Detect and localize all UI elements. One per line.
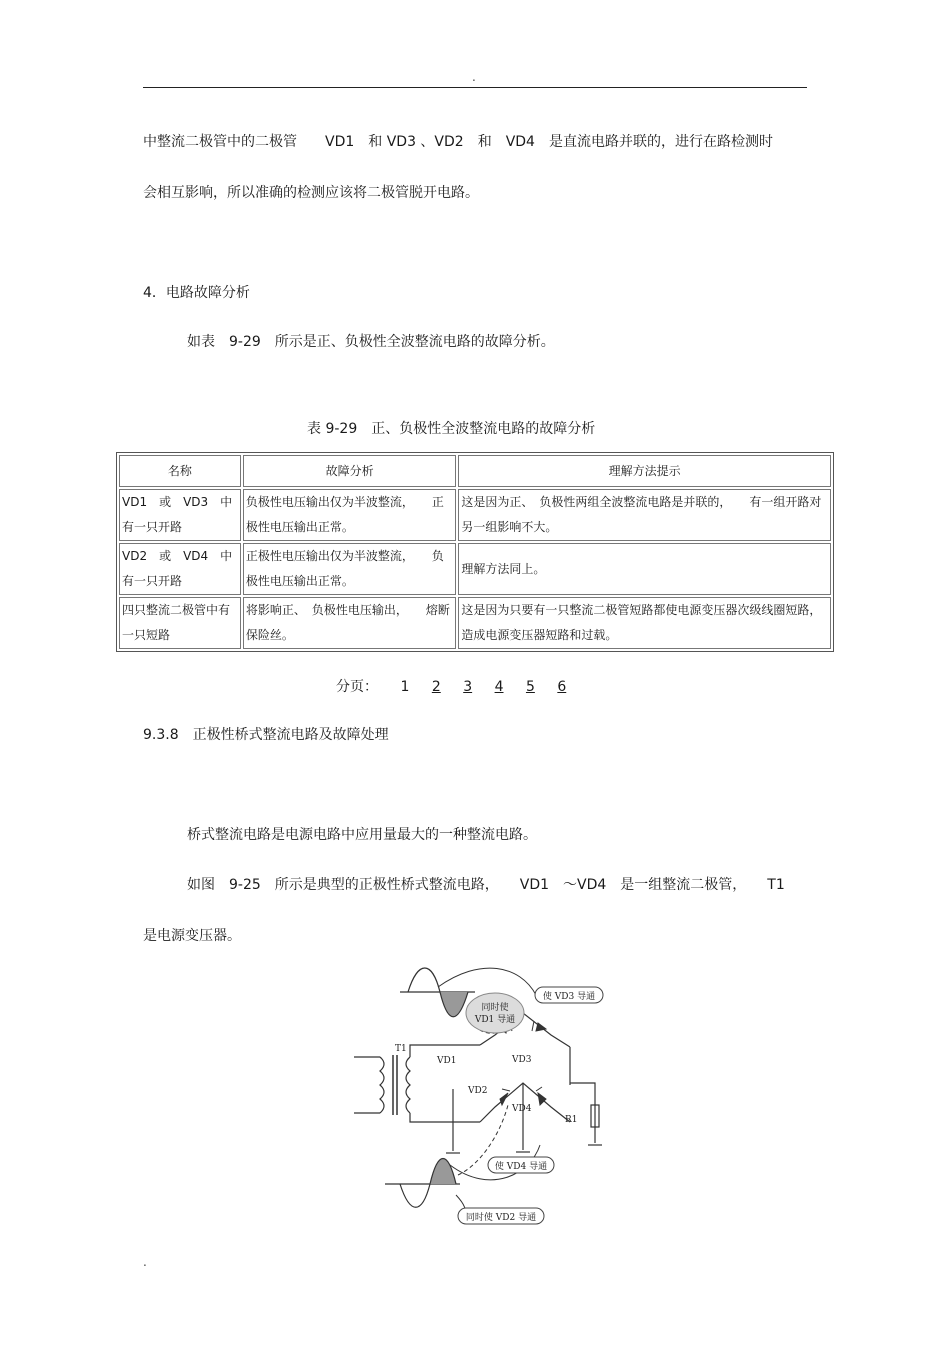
- table-header-row: [119, 455, 831, 487]
- table-row: [119, 597, 831, 649]
- table-cell: 四只整流二极管中有一只短路: [119, 597, 241, 649]
- secondary-lead-bottom: [410, 1113, 480, 1122]
- header-cell-name: 名称: [119, 455, 241, 487]
- bridge-lower: [480, 1083, 570, 1122]
- table-row: [119, 543, 831, 595]
- note-vd4-text: 使 VD4 导通: [494, 1162, 548, 1172]
- note-vd3-text: 使 VD3 导通: [542, 992, 596, 1002]
- footer-dot: .: [143, 1255, 147, 1269]
- top-waveform-positive-half: [408, 968, 440, 992]
- table-caption: 表 9-29 正、负极性全波整流电路的故障分析: [307, 421, 596, 437]
- diode-vd3-symbol: [536, 1023, 546, 1031]
- cloud-note-background: [466, 993, 524, 1033]
- section-heading: 9.3.8 正极性桥式整流电路及故障处理: [143, 727, 389, 743]
- pagination-link-page-3[interactable]: 3: [463, 679, 473, 695]
- top-waveform-negative-half: [440, 992, 468, 1017]
- cloud-note-line2: VD1 导通: [474, 1015, 516, 1025]
- bridge-rectifier-diagram: [340, 965, 630, 1235]
- transformer-secondary-coil: [406, 1057, 410, 1113]
- label-vd1: VD1: [437, 1056, 457, 1066]
- transformer-primary-coil: [380, 1057, 384, 1113]
- table-cell: VD2 或 VD4 中有一只开路: [119, 543, 241, 595]
- header-cell-analysis: 故障分析: [243, 455, 457, 487]
- diode-vd3-bar: [532, 1021, 534, 1031]
- arrow-to-vd3-note: [438, 968, 536, 995]
- header-cell-hint: 理解方法提示: [458, 455, 831, 487]
- section-heading: 4．电路故障分析: [143, 285, 250, 301]
- section-intro: 如表 9-29 所示是正、负极性全波整流电路的故障分析。: [187, 334, 555, 350]
- body-paragraph-line: 会相互影响，所以准确的检测应该将二极管脱开电路。: [143, 185, 479, 201]
- table-cell: 理解方法同上。: [458, 543, 831, 595]
- body-paragraph-line: 中整流二极管中的二极管 VD1 和 VD3 、VD2 和 VD4 是直流电路并联的，进行在路检测时: [143, 134, 773, 150]
- diode-vd4-symbol: [538, 1093, 546, 1105]
- table-cell: VD1 或 VD3 中有一只开路: [119, 489, 241, 541]
- cloud-note-line1: 同时使: [481, 1003, 509, 1013]
- header-rule: [143, 87, 807, 88]
- pagination-link-page-5[interactable]: 5: [525, 679, 535, 695]
- pagination-link-page-6[interactable]: 6: [557, 679, 567, 695]
- fault-analysis-table: [116, 452, 834, 652]
- label-vd4: VD4: [512, 1104, 532, 1114]
- bottom-waveform-negative-half: [400, 1184, 430, 1207]
- table-cell: 正极性电压输出仅为半波整流， 负极性电压输出正常。: [243, 543, 457, 595]
- diode-vd4-bar: [536, 1087, 542, 1091]
- note-vd2-text: 同时使 VD2 导通: [465, 1213, 537, 1223]
- pagination-link-page-4[interactable]: 4: [494, 679, 504, 695]
- body-paragraph-line: 是电源变压器。: [143, 928, 241, 944]
- label-vd3: VD3: [512, 1055, 532, 1065]
- body-paragraph-line: 如图 9-25 所示是典型的正极性桥式整流电路， VD1 ～VD4 是一组整流二极管， T1: [187, 877, 785, 893]
- table-cell: 负极性电压输出仅为半波整流， 正极性电压输出正常。: [243, 489, 457, 541]
- table-cell: 这是因为只要有一只整流二极管短路都使电源变压器次级线圈短路，造成电源变压器短路和过载。: [458, 597, 831, 649]
- label-t1: T1: [395, 1044, 407, 1054]
- table-row: [119, 489, 831, 541]
- label-r1: R1: [565, 1115, 578, 1125]
- table-cell: 这是因为正、 负极性两组全波整流电路是并联的， 有一组开路对另一组影响不大。: [458, 489, 831, 541]
- pagination: [336, 676, 584, 696]
- pagination-link-page-2[interactable]: 2: [431, 679, 441, 695]
- pagination-current-page: 1: [400, 679, 410, 695]
- bottom-waveform-positive-half: [430, 1159, 456, 1185]
- label-vd2: VD2: [468, 1086, 488, 1096]
- pagination-label: 分页：: [336, 679, 378, 695]
- header-dot: .: [472, 70, 476, 84]
- diode-vd2-bar: [502, 1089, 510, 1091]
- diode-vd2-symbol: [500, 1093, 508, 1105]
- table-cell: 将影响正、 负极性电压输出， 熔断保险丝。: [243, 597, 457, 649]
- body-paragraph-line: 桥式整流电路是电源电路中应用量最大的一种整流电路。: [187, 827, 537, 843]
